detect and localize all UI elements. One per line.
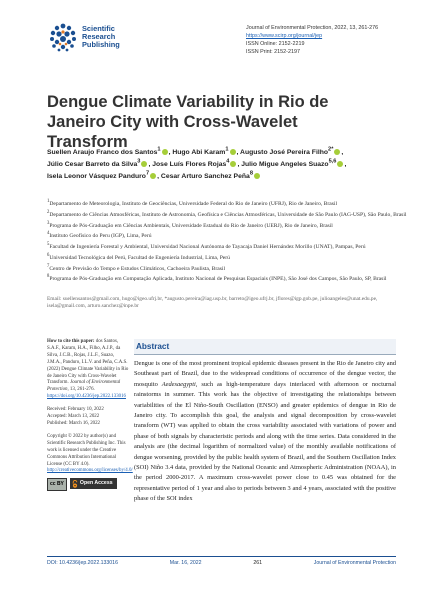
page-footer bbox=[47, 556, 396, 566]
footer-doi[interactable]: DOI: 10.4236/jep.2022.133016 bbox=[47, 560, 118, 566]
author: Julio Migue Angeles Suazo$^{5,6}$ , bbox=[241, 158, 347, 169]
abstract-section bbox=[134, 339, 396, 505]
author: Augusto José Pereira Filho$^{2*}$ , bbox=[240, 147, 344, 157]
footer-journal: Journal of Environmental Protection bbox=[313, 560, 396, 566]
orcid-icon[interactable] bbox=[254, 173, 260, 179]
page-header bbox=[0, 0, 442, 72]
license-badges bbox=[47, 478, 129, 491]
author: Suellen Araujo Franco dos Santos$^1$ , bbox=[47, 147, 173, 157]
affiliation: $^5$Facultad de Ingeniería Forestal y Ambiental, Universidad Nacional Autónoma de Tayacaja Daniel Hernández Morillo (UNAT), Pampas, Perú bbox=[47, 242, 366, 250]
paper-title: Dengue Climate Variability in Rio de Janeiro City with Cross-Wavelet Transform bbox=[47, 93, 329, 151]
author-list bbox=[47, 146, 407, 181]
accepted-date: Accepted: March 13, 2022 bbox=[47, 414, 100, 420]
affiliation: $^4$Instituto Geofísico do Peru (IGP), Lima, Perú bbox=[47, 231, 152, 240]
how-to-cite: How to cite this paper: dos Santos, S.A.F., Karam, H.A., Filho, A.J.P., da Silva, J.C.B., Rojas, J.L.F., Suazo, J.M.A., Panduro, I.L.V. and Peña, C.A.S. (2022) Dengue Climate Variability in Rio de Janeiro City with Cross-Wavelet Transform. Journal of Environmental Protection, 13, 261-276. https://doi.org/10.4236/jep.2022.133016 bbox=[47, 339, 129, 400]
article-sidebar bbox=[47, 339, 133, 497]
orcid-icon[interactable] bbox=[150, 173, 156, 179]
issn-online: ISSN Online: 2152-2219 bbox=[246, 41, 305, 47]
orcid-icon[interactable] bbox=[162, 149, 168, 155]
issn-print: ISSN Print: 2152-2197 bbox=[246, 49, 300, 55]
open-access-badge[interactable]: Open Access bbox=[70, 478, 117, 489]
affiliation: $^7$Centro de Previsão do Tempo e Estudos Climáticos, Cachoeira Paulista, Brasil bbox=[47, 263, 226, 272]
open-lock-icon bbox=[72, 480, 78, 488]
doi-link[interactable]: https://doi.org/10.4236/jep.2022.133016 bbox=[47, 394, 126, 400]
orcid-icon[interactable] bbox=[141, 161, 147, 167]
publisher-name: Scientific Research Publishing bbox=[82, 24, 120, 49]
publisher-logo[interactable] bbox=[48, 22, 120, 52]
orcid-icon[interactable] bbox=[230, 149, 236, 155]
article-dates bbox=[47, 407, 129, 428]
copyright-notice: Copyright © 2022 by author(s) and Scientific Research Publishing Inc. This work is licensed under the Creative Commons Attribution International License (CC BY 4.0). http://creativecommons.org/licenses/by/4.0/ cc BY Open Access bbox=[47, 434, 129, 491]
published-date: Published: March 16, 2022 bbox=[47, 420, 100, 426]
affiliation: $^3$Programa de Pós-Graduação em Ciências Ambientais, Universidade Estadual do Rio de Janeiro (UERJ), Rio de Janeiro, Brasil bbox=[47, 220, 333, 229]
affiliation-list bbox=[47, 198, 407, 284]
author: Isela Leonor Vásquez Panduro$^7$ , bbox=[47, 170, 161, 180]
orcid-icon[interactable] bbox=[334, 149, 340, 155]
received-date: Received: February 10, 2022 bbox=[47, 407, 104, 413]
footer-date: Mar. 16, 2022 bbox=[169, 560, 202, 566]
orcid-icon[interactable] bbox=[230, 161, 236, 167]
journal-url-link[interactable]: https://www.scirp.org/journal/jep bbox=[246, 33, 323, 39]
affiliation: $^2$Departamento de Ciências Atmosféricas, Instituto de Astronomia, Geofísica e Ciências Atmosféricas, Universidade de São Paulo (IAG-USP), São Paulo, Brasil bbox=[47, 209, 407, 218]
author: Júlio Cesar Barreto da Silva$^3$ , bbox=[47, 158, 153, 169]
cc-by-badge[interactable]: cc BY bbox=[47, 478, 67, 491]
affiliation: $^8$Programa de Pós-Graduação em Computação Aplicada, Instituto Nacional de Pesquisas Espaciais (INPE), São José dos Campos, São Paulo, SP, Brasil bbox=[47, 274, 387, 283]
orcid-icon[interactable] bbox=[337, 161, 343, 167]
page-number: 261 bbox=[253, 560, 262, 566]
abstract-heading: Abstract bbox=[134, 339, 396, 355]
author: Jose Luís Flores Rojas$^4$ , bbox=[152, 158, 242, 169]
author-emails[interactable]: Email: suellensantos@gmail.com, hugo@igeo.ufrj.br, *augusto.pereira@iag.usp.br, barreto@igeo.ufrj.br, jflores@igp.gob.pe, julioangeles@unat.edu.pe, isela@gmail.com, arturo.sanchez@inpe.br bbox=[47, 296, 378, 309]
author: Hugo Abi Karam$^1$ , bbox=[172, 147, 241, 157]
affiliation: $^6$Universidad Tecnológica del Perú, Facultad de Engeniería Industrial, Lima, Perú bbox=[47, 252, 230, 261]
journal-citation-line: Journal of Environmental Protection, 2022, 13, 261-276 bbox=[246, 25, 379, 31]
abstract-text: Dengue is one of the most prominent tropical epidemic diseases present in the Rio de Janeiro city and Southeast part of Brazil, due to the widespread conditions of occurrence of the dengue vector, the mosquito Aedesaegypti, such as high-temperature days interlaced with afternoon or nocturnal rainstorms in summer. This work has the objective of investigating the relationships between variabilities of the El Niño-South Oscillation (ENSO) and greater epidemics of dengue in Rio de Janeiro city. To accomplish this goal, the analysis and signal decomposition by cross-wavelet transform (WT) was applied to obtain the cross variability associated with variations of power and phase of both signals by characteristic periods and along with the time series. Data considered in the analysis are (the decimal logarithm of normalized value) of the monthly available notifications of dengue worsening, provided by the public health system of Brazil, and the Southern Oscillation Index (SOI) Niño 3.4 data, provided by the National Oceanic and Atmospheric Administration (NOAA), in the period 2000-2017. A maximum cross-wavelet power close to 0.45 was obtained for the representative period of 1 year and also to periods between 3 and 4 years, associated with the positive phase of the SOI index bbox=[134, 360, 396, 503]
author: Cesar Arturo Sanchez Peña$^8$ bbox=[161, 173, 261, 180]
journal-info bbox=[246, 24, 396, 56]
license-link[interactable]: http://creativecommons.org/licenses/by/4.0/ bbox=[47, 468, 133, 474]
scirp-logo-icon bbox=[48, 22, 78, 52]
affiliation: $^1$Departamento de Meteorologia, Instituto de Geociências, Universidade Federal do Rio de Janeiro (UFRJ), Rio de Janeiro, Brasil bbox=[47, 199, 338, 207]
